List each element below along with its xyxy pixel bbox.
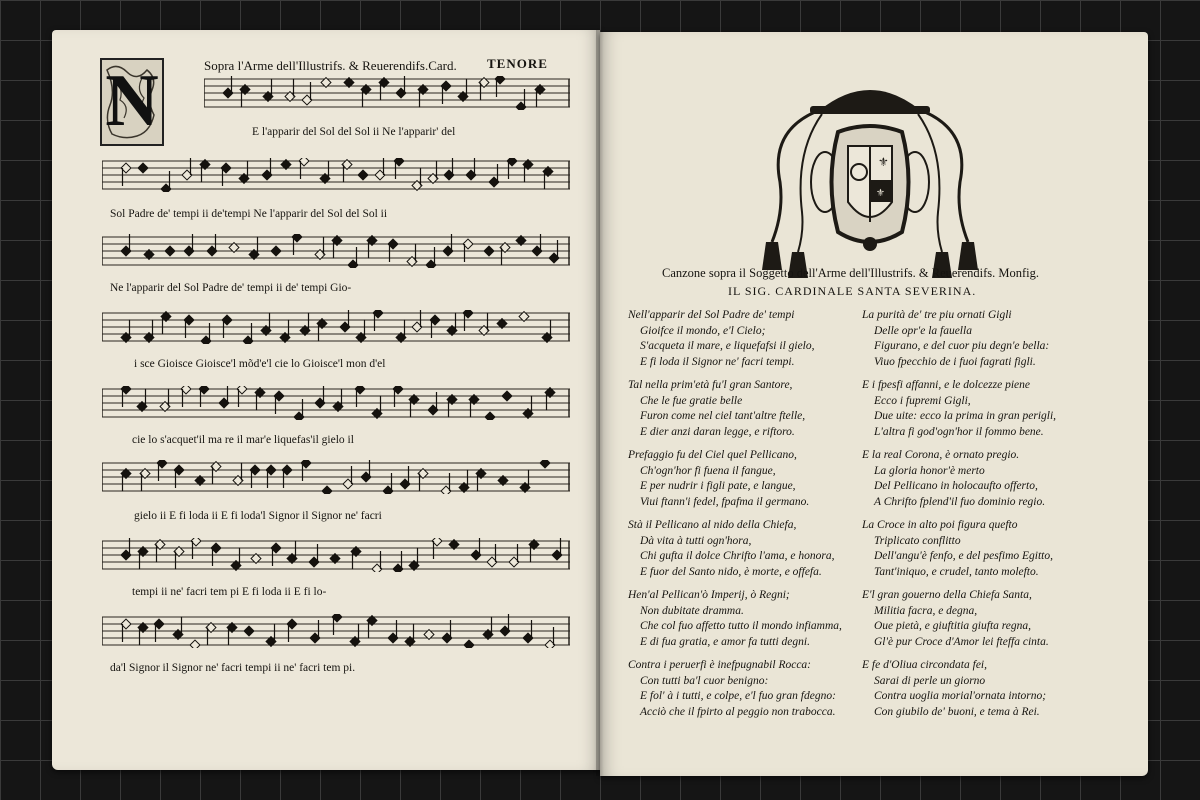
stanza: La Croce in alto poi figura quefto Triplicato conflitto Dell'angu'è fenfo, e del pesfimo Egitto, Tant'iniquo, e crudel, tanto molefto. (862, 519, 1053, 578)
music-staff (102, 460, 570, 494)
page-header: Sopra l'Arme dell'Illustrifs. & Reuerendifs.Card. (204, 58, 457, 73)
music-staff (102, 614, 570, 648)
stanza: E'l gran gouerno della Chiefa Santa, Militia facra, e degna, Oue pietà, e giuftitia giufta regna, Gl'è pur Croce d'Amor lei fteffa cinta. (862, 589, 1049, 648)
stanza: Tal nella prim'età fu'l gran Santore, Che le fue gratie belle Furon come nel ciel tant'altre ftelle, E dier anzi daran legge, e riftoro. (628, 379, 806, 438)
music-staff (102, 386, 570, 420)
book-gutter (596, 30, 604, 776)
poem-column-1 (628, 308, 868, 728)
poem-subtitle: IL SIG. CARDINALE SANTA SEVERINA. (728, 284, 977, 298)
stanza: E i fpesfi affanni, e le dolcezze piene Ecco i fupremi Gigli, Due uite: ecco la prima in gran perigli, L'altra fi god'ogn'hor il fommo bene. (862, 379, 1057, 438)
music-staff (102, 234, 570, 268)
initial-letter: N (105, 60, 159, 142)
poem-column-2 (862, 308, 1082, 728)
music-staff (102, 538, 570, 572)
lyric-line: Sol Padre de' tempi ii de'tempi Ne l'apparir del Sol del Sol ii (110, 208, 388, 220)
lyric-line: i sce Gioisce Gioisce'l mõd'e'l cie lo Gioisce'l mon d'el (134, 358, 386, 370)
lyric-line: da'l Signor il Signor ne' facri tempi ii ne' facri tem pi. (110, 662, 356, 674)
stanza: Stà il Pellicano al nido della Chiefa, Dà vita à tutti ogn'hora, Chi gufta il dolce Chrifto l'ama, e honora, E fuor del Santo nido, è morte, e offefa. (628, 519, 835, 578)
music-staff (102, 310, 570, 344)
music-staff (102, 158, 570, 192)
lyric-line: cie lo s'acquet'il ma re il mar'e liquefas'il gielo il (132, 434, 354, 446)
stanza: E la real Corona, è ornato pregio. La gloria honor'è merto Del Pellicano in holocaufto offerto, A Chrifto fplend'il fuo dominio regio. (862, 449, 1046, 508)
lyric-line: Ne l'apparir del Sol Padre de' tempi ii de' tempi Gio- (110, 282, 352, 294)
stanza: Prefaggio fu del Ciel quel Pellicano, Ch'ogn'hor fi fuena il fangue, E per nudrir i figli pate, e langue, Viui ftann'i fedel, fpafma il germano. (628, 449, 810, 508)
music-staff (204, 76, 570, 110)
voice-label: TENORE (487, 56, 548, 71)
lyric-line: E l'apparir del Sol del Sol ii Ne l'apparir' del (252, 126, 456, 138)
poem-title: Canzone sopra il Soggetto dell'Arme dell'Illustrifs. & Reuerendifs. Monfig. (662, 266, 1040, 280)
left-page (52, 30, 600, 770)
stanza: La purità de' tre piu ornati Gigli Delle opr'e la fauella Figurano, e del cuor piu degn'e bella: Viuo fpecchio de i fuoi fagrati figli. (862, 309, 1050, 368)
svg-text:⚜: ⚜ (876, 188, 885, 199)
stanza: Contra i peruerfi è inefpugnabil Rocca: Con tutti ba'l cuor benigno: E fol' à i tutti, e colpe, e'l fuo gran fdegno: Acciò che il fpirto al peggio non trabocca. (628, 659, 836, 718)
stanza: Nell'apparir del Sol Padre de' tempi Gioifce il mondo, e'l Cielo; S'acqueta il mare, e liquefafsi il gielo, E fi loda il Signor ne' facri tempi. (628, 309, 815, 368)
lyric-line: tempi ii ne' facri tem pi E fi loda ii E fi lo- (132, 586, 327, 598)
stanza: Hen'al Pellican'ò Imperij, ò Regni; Non dubitate dramma. Che col fuo affetto tutto il mondo infiamma, E di fua gratia, e amor fa tutti degni. (628, 589, 842, 648)
right-page (600, 32, 1148, 776)
stanza: E fe d'Oliua circondata fei, Sarai di perle un giorno Contra uoglia morial'ornata intorno; Con giubilo de' buoni, e tema à Rei. (862, 659, 1047, 718)
coat-of-arms-icon (750, 62, 990, 282)
lyric-line: gielo ii E fi loda ii E fi loda'l Signor il Signor ne' facri (134, 510, 382, 522)
svg-text:⚜: ⚜ (878, 155, 889, 169)
decorated-initial (100, 58, 164, 146)
